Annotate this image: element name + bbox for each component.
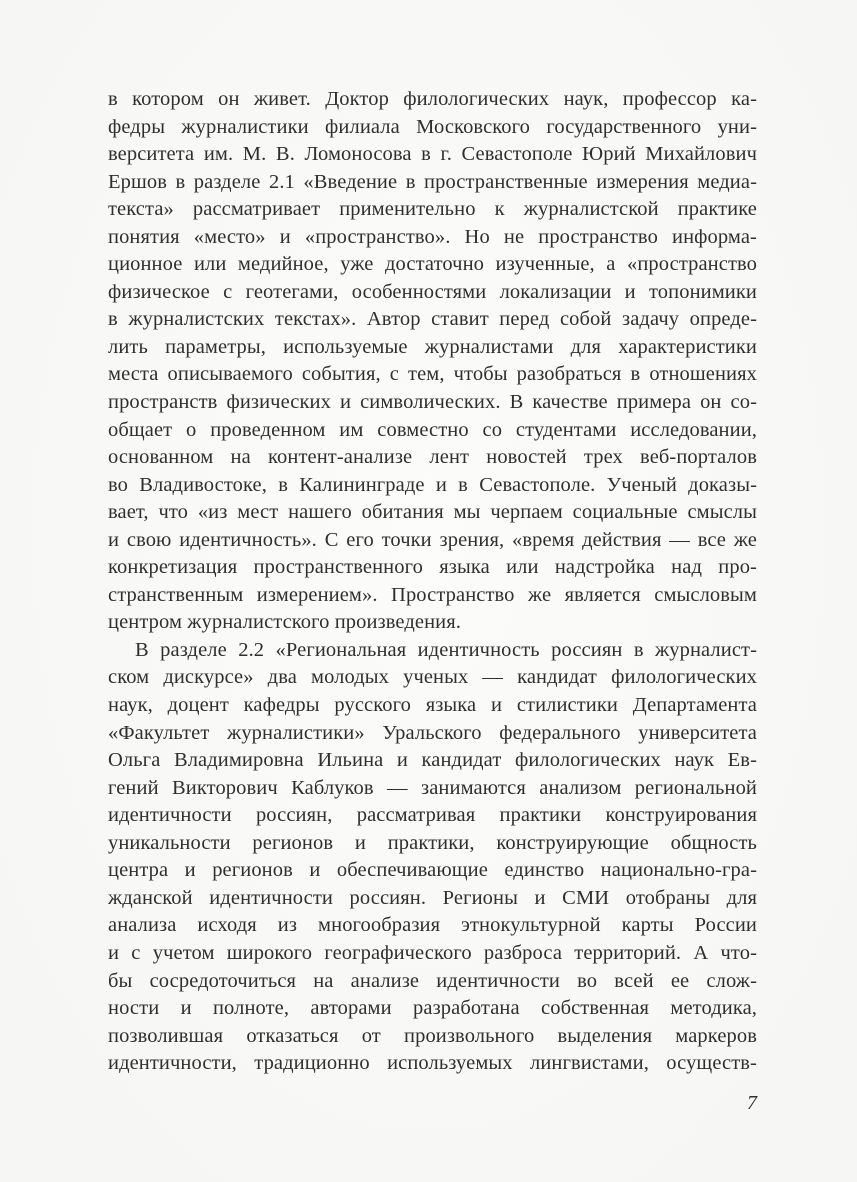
text-line: центром журналистского произведения. bbox=[108, 611, 461, 634]
text-line: общает о проведенном им совместно со студентами исследовании, bbox=[108, 418, 757, 441]
page-number: 7 bbox=[747, 1092, 757, 1114]
text-line: идентичности россиян, рассматривая практики конструирования bbox=[108, 804, 757, 827]
text-line: Ершов в разделе 2.1 «Введение в пространственные измерения медиа- bbox=[108, 170, 757, 193]
text-line: ности и полноте, авторами разработана собственная методика, bbox=[108, 997, 757, 1020]
text-line: идентичности, традиционно используемых лингвистами, осуществ- bbox=[108, 1052, 757, 1075]
text-line: и с учетом широкого географического разброса территорий. А что- bbox=[108, 941, 757, 964]
text-line: в котором он живет. Доктор филологических наук, профессор ка- bbox=[108, 88, 757, 110]
text-line: «Факультет журналистики» Уральского федерального университета bbox=[108, 721, 757, 744]
text-line: конкретизация пространственного языка или надстройка над про- bbox=[108, 556, 757, 579]
text-line: в журналистских текстах». Автор ставит перед собой задачу опреде- bbox=[108, 308, 757, 331]
body-text bbox=[108, 86, 757, 1078]
text-line: лить параметры, используемые журналистами для характеристики bbox=[108, 335, 757, 358]
text-line: пространств физических и символических. В качестве примера он со- bbox=[108, 391, 757, 414]
text-line: места описываемого события, с тем, чтобы разобраться в отношениях bbox=[108, 363, 757, 386]
text-line: жданской идентичности россиян. Регионы и СМИ отобраны для bbox=[108, 886, 757, 909]
text-line: федры журналистики филиала Московского государственного уни- bbox=[108, 115, 757, 138]
text-line: бы сосредоточиться на анализе идентичности во всей ее слож- bbox=[108, 969, 757, 992]
text-line: основанном на контент-анализе лент новостей трех веб-порталов bbox=[108, 446, 757, 469]
paragraph bbox=[108, 637, 757, 1078]
text-line: физическое с геотегами, особенностями локализации и топонимики bbox=[108, 280, 757, 303]
text-line: Ольга Владимировна Ильина и кандидат филологических наук Ев- bbox=[108, 749, 757, 772]
text-line: ционное или медийное, уже достаточно изученные, а «пространство bbox=[108, 253, 757, 276]
text-line: странственным измерением». Пространство же является смысловым bbox=[108, 583, 757, 606]
text-line: уникальности регионов и практики, конструирующие общность bbox=[108, 831, 757, 854]
text-line: наук, доцент кафедры русского языка и стилистики Департамента bbox=[108, 694, 757, 717]
text-line: во Владивостоке, в Калининграде и в Севастополе. Ученый доказы- bbox=[108, 473, 757, 496]
text-line: и свою идентичность». С его точки зрения, «время действия — все же bbox=[108, 528, 757, 551]
paragraph bbox=[108, 86, 757, 637]
text-line: понятия «место» и «пространство». Но не пространство информа- bbox=[108, 225, 757, 248]
text-line: ском дискурсе» два молодых ученых — кандидат филологических bbox=[108, 666, 757, 689]
text-line: центра и регионов и обеспечивающие единство национально-гра- bbox=[108, 859, 757, 882]
text-line: позволившая отказаться от произвольного выделения маркеров bbox=[108, 1024, 757, 1047]
text-line: анализа исходя из многообразия этнокультурной карты России bbox=[108, 914, 757, 937]
text-line: текста» рассматривает применительно к журналистской практике bbox=[108, 198, 757, 221]
text-line: гений Викторович Каблуков — занимаются анализом региональной bbox=[108, 776, 757, 799]
text-line: верситета им. М. В. Ломоносова в г. Севастополе Юрий Михайлович bbox=[108, 143, 757, 166]
text-line: В разделе 2.2 «Региональная идентичность россиян в журналист- bbox=[135, 638, 757, 661]
text-line: вает, что «из мест нашего обитания мы черпаем социальные смыслы bbox=[108, 501, 757, 524]
